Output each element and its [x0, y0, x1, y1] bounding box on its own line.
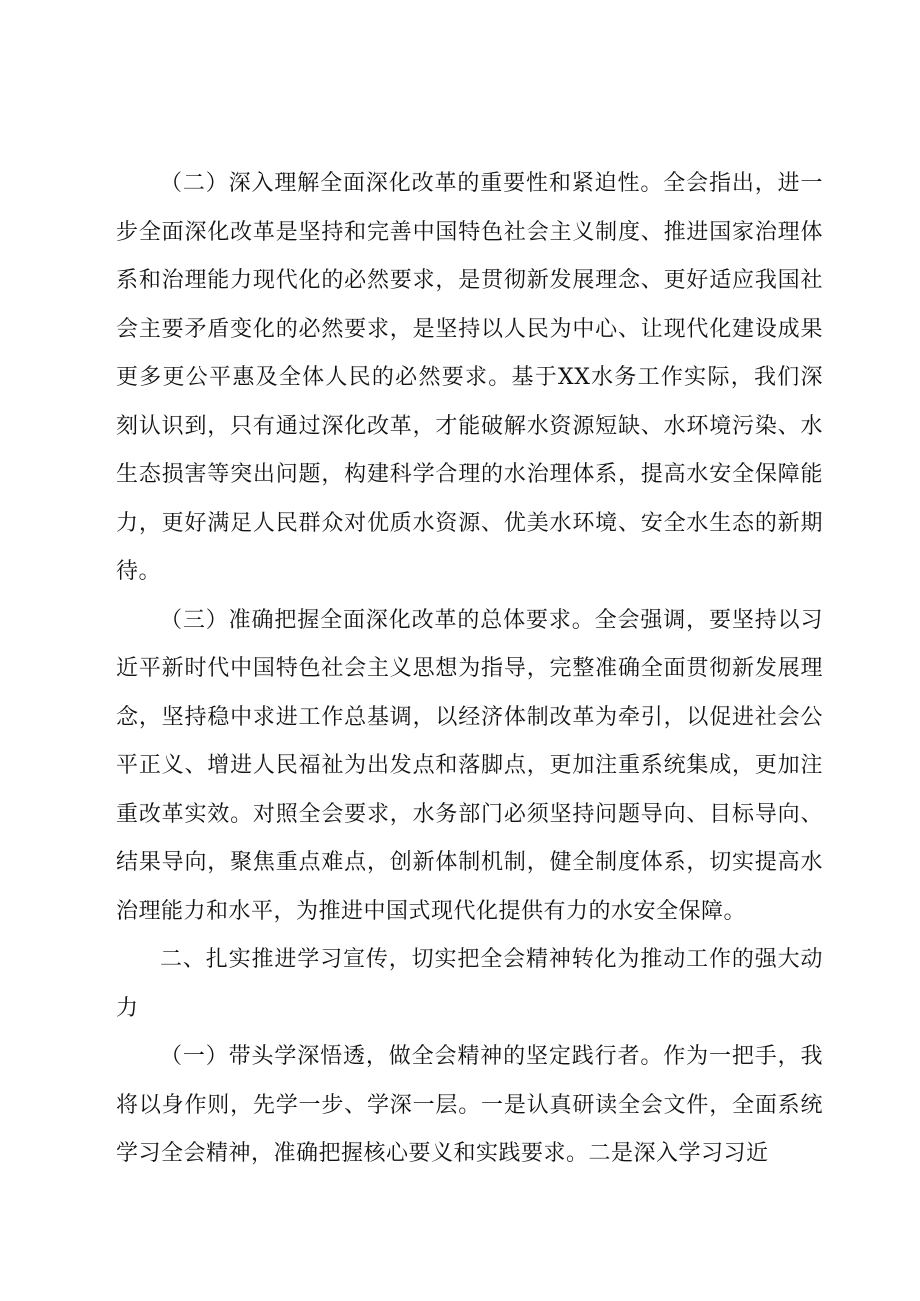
- section-heading: 二、扎实推进学习宣传，切实把全会精神转化为推动工作的强大动力: [116, 947, 823, 1021]
- paragraph-overall-requirements: （三）准确把握全面深化改革的总体要求。全会强调，要坚持以习近平新时代中国特色社会主义思想为指导，完整准确全面贯彻新发展理念，坚持稳中求进工作总基调，以经济体制改革为牵引，以促进社会公平正义、增进人民福祉为出发点和落脚点，更加注重系统集成，更加注重改革实效。对照全会要求，水务部门必须坚持问题导向、目标导向、结果导向，聚焦重点难点，创新体制机制，健全制度体系，切实提高水治理能力和水平，为推进中国式现代化提供有力的水安全保障。: [116, 607, 823, 924]
- paragraph-importance-of-reform: （二）深入理解全面深化改革的重要性和紧迫性。全会指出，进一步全面深化改革是坚持和完善中国特色社会主义制度、推进国家治理体系和治理能力现代化的必然要求，是贯彻新发展理念、更好适应我国社会主要矛盾变化的必然要求，是坚持以人民为中心、让现代化建设成果更多更公平惠及全体人民的必然要求。基于XX水务工作实际，我们深刻认识到，只有通过深化改革，才能破解水资源短缺、水环境污染、水生态损害等突出问题，构建科学合理的水治理体系，提高水安全保障能力，更好满足人民群众对优质水资源、优美水环境、安全水生态的新期待。: [116, 171, 823, 584]
- paragraph-lead-by-example: （一）带头学深悟透，做全会精神的坚定践行者。作为一把手，我将以身作则，先学一步、学深一层。一是认真研读全会文件，全面系统学习全会精神，准确把握核心要义和实践要求。二是深入学习习近: [116, 1044, 823, 1166]
- document-body: [116, 160, 823, 1179]
